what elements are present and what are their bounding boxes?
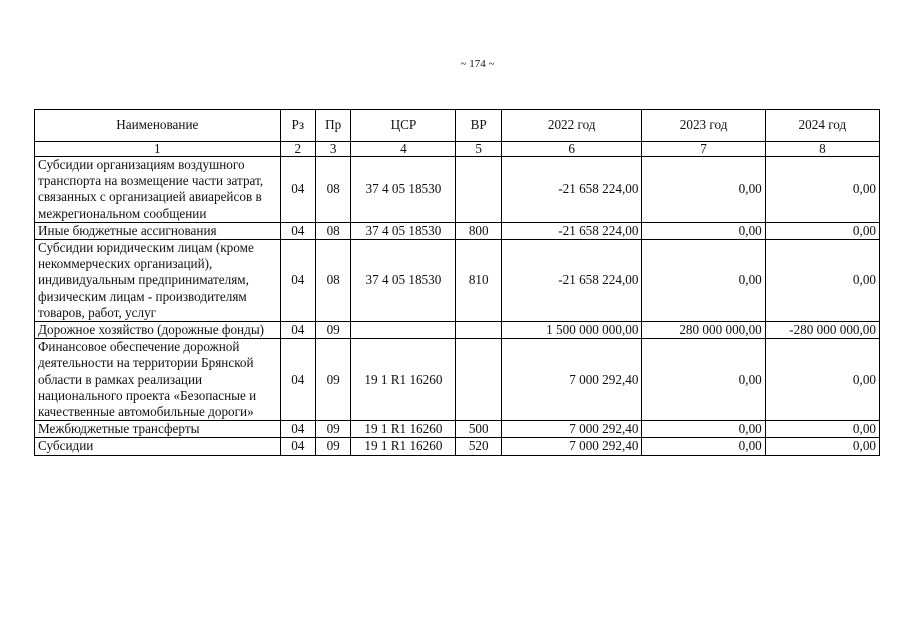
cell-vr: 810	[456, 240, 501, 322]
cell-rz: 04	[280, 157, 315, 223]
table-row	[35, 157, 880, 223]
cell-pr: 09	[315, 438, 350, 455]
cell-vr	[456, 339, 501, 421]
cell-2024: 0,00	[765, 421, 879, 438]
cell-name: Субсидии юридическим лицам (кроме некоммерческих организаций), индивидуальным предпринимателям, физическим лицам - производителям товаров, работ, услуг	[35, 240, 281, 322]
column-number: 2	[280, 142, 315, 157]
header-vr: ВР	[456, 110, 501, 142]
cell-rz: 04	[280, 339, 315, 421]
cell-2024: 0,00	[765, 157, 879, 223]
cell-2022: -21 658 224,00	[501, 222, 641, 239]
table-row	[35, 240, 880, 322]
header-2023: 2023 год	[642, 110, 765, 142]
cell-rz: 04	[280, 322, 315, 339]
column-number: 7	[642, 142, 765, 157]
cell-pr: 09	[315, 322, 350, 339]
cell-csr: 19 1 R1 16260	[351, 421, 456, 438]
cell-vr	[456, 157, 501, 223]
column-number: 8	[765, 142, 879, 157]
cell-2023: 0,00	[642, 421, 765, 438]
cell-2023: 280 000 000,00	[642, 322, 765, 339]
cell-csr: 19 1 R1 16260	[351, 438, 456, 455]
cell-csr: 37 4 05 18530	[351, 240, 456, 322]
cell-name: Субсидии	[35, 438, 281, 455]
cell-rz: 04	[280, 438, 315, 455]
cell-pr: 08	[315, 240, 350, 322]
cell-csr	[351, 322, 456, 339]
cell-csr: 37 4 05 18530	[351, 157, 456, 223]
column-number: 4	[351, 142, 456, 157]
cell-name: Финансовое обеспечение дорожной деятельности на территории Брянской области в рамках реализации национального проекта «Безопасные и качественные автомобильные дороги»	[35, 339, 281, 421]
cell-name: Межбюджетные трансферты	[35, 421, 281, 438]
cell-name: Иные бюджетные ассигнования	[35, 222, 281, 239]
header-name: Наименование	[35, 110, 281, 142]
cell-pr: 08	[315, 157, 350, 223]
cell-vr: 500	[456, 421, 501, 438]
cell-2024: 0,00	[765, 240, 879, 322]
cell-2023: 0,00	[642, 157, 765, 223]
cell-rz: 04	[280, 222, 315, 239]
cell-vr	[456, 322, 501, 339]
cell-2024: 0,00	[765, 222, 879, 239]
page-number: ~ 174 ~	[460, 58, 495, 70]
cell-2024: 0,00	[765, 438, 879, 455]
cell-2024: 0,00	[765, 339, 879, 421]
column-number: 5	[456, 142, 501, 157]
header-2024: 2024 год	[765, 110, 879, 142]
cell-2022: 7 000 292,40	[501, 421, 641, 438]
cell-rz: 04	[280, 240, 315, 322]
header-csr: ЦСР	[351, 110, 456, 142]
cell-2024: -280 000 000,00	[765, 322, 879, 339]
cell-pr: 09	[315, 339, 350, 421]
cell-2022: -21 658 224,00	[501, 240, 641, 322]
header-2022: 2022 год	[501, 110, 641, 142]
table-row	[35, 438, 880, 455]
cell-2022: 7 000 292,40	[501, 438, 641, 455]
column-number: 1	[35, 142, 281, 157]
budget-table	[34, 109, 880, 456]
header-row	[35, 110, 880, 142]
column-number: 6	[501, 142, 641, 157]
cell-2022: 7 000 292,40	[501, 339, 641, 421]
cell-2023: 0,00	[642, 240, 765, 322]
column-number: 3	[315, 142, 350, 157]
header-pr: Пр	[315, 110, 350, 142]
cell-pr: 08	[315, 222, 350, 239]
cell-2023: 0,00	[642, 222, 765, 239]
cell-vr: 800	[456, 222, 501, 239]
header-rz: Рз	[280, 110, 315, 142]
cell-2023: 0,00	[642, 339, 765, 421]
table-row	[35, 339, 880, 421]
cell-rz: 04	[280, 421, 315, 438]
cell-vr: 520	[456, 438, 501, 455]
cell-pr: 09	[315, 421, 350, 438]
cell-2023: 0,00	[642, 438, 765, 455]
cell-name: Субсидии организациям воздушного транспорта на возмещение части затрат, связанных с организацией авиарейсов в межрегиональном сообщении	[35, 157, 281, 223]
table-row	[35, 222, 880, 239]
cell-csr: 19 1 R1 16260	[351, 339, 456, 421]
cell-csr: 37 4 05 18530	[351, 222, 456, 239]
cell-name: Дорожное хозяйство (дорожные фонды)	[35, 322, 281, 339]
table-row	[35, 322, 880, 339]
cell-2022: -21 658 224,00	[501, 157, 641, 223]
cell-2022: 1 500 000 000,00	[501, 322, 641, 339]
table-row	[35, 421, 880, 438]
column-number-row	[35, 142, 880, 157]
